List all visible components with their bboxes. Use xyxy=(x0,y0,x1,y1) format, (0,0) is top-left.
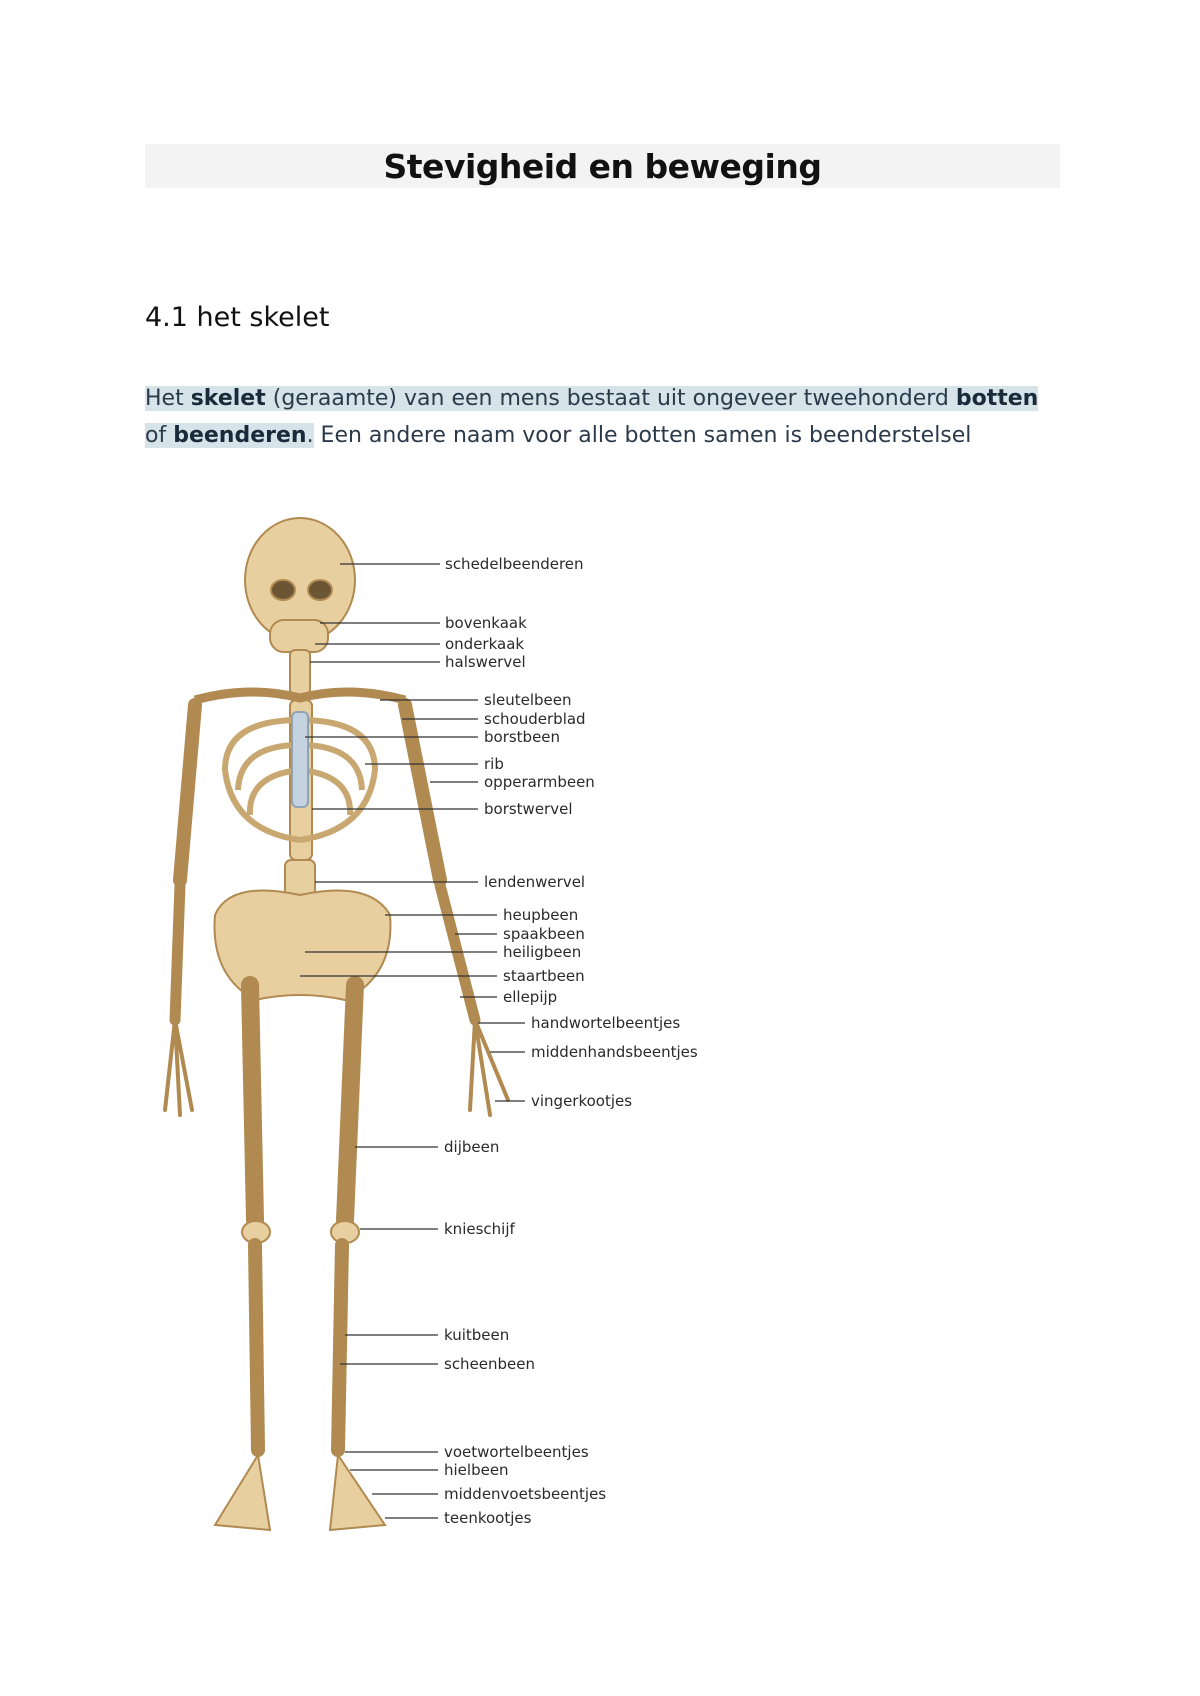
para-text-1: Het xyxy=(145,386,191,411)
label-staartbeen: staartbeen xyxy=(503,967,585,985)
patella-right xyxy=(331,1221,359,1243)
label-borstwervel: borstwervel xyxy=(484,800,573,818)
label-opperarmbeen: opperarmbeen xyxy=(484,773,595,791)
para-text-2: (geraamte) van een mens bestaat uit ongeveer tweehonderd xyxy=(265,386,956,411)
femur-right xyxy=(345,985,355,1220)
humerus-left xyxy=(180,705,195,880)
humerus-right xyxy=(405,705,440,880)
eye-socket-left xyxy=(271,580,295,600)
forearm-left xyxy=(175,885,180,1020)
label-middenvoetsbeentjes: middenvoetsbeentjes xyxy=(444,1485,607,1503)
term-beenderen: beenderen xyxy=(173,423,307,448)
label-heiligbeen: heiligbeen xyxy=(503,943,582,961)
label-handwortelbeentjes: handwortelbeentjes xyxy=(531,1014,681,1032)
skeleton-illustration xyxy=(165,518,508,1530)
section-heading: 4.1 het skelet xyxy=(145,302,330,333)
label-sleutelbeen: sleutelbeen xyxy=(484,691,572,709)
label-rib: rib xyxy=(484,755,504,773)
label-middenhandsbeentjes: middenhandsbeentjes xyxy=(531,1043,698,1061)
skull xyxy=(245,518,355,642)
label-lendenwervel: lendenwervel xyxy=(484,873,586,891)
eye-socket-right xyxy=(308,580,332,600)
label-hielbeen: hielbeen xyxy=(444,1461,509,1479)
foot-left xyxy=(215,1455,270,1530)
figure-labels xyxy=(444,555,698,1527)
label-teenkootjes: teenkootjes xyxy=(444,1509,532,1527)
label-onderkaak: onderkaak xyxy=(445,635,525,653)
clavicle xyxy=(195,692,405,700)
tibia-right xyxy=(338,1245,342,1450)
label-schedelbeenderen: schedelbeenderen xyxy=(445,555,584,573)
patella-left xyxy=(242,1221,270,1243)
para-text-3: of xyxy=(145,423,174,448)
label-heupbeen: heupbeen xyxy=(503,906,579,924)
foot-right xyxy=(330,1455,385,1530)
cervical-spine xyxy=(290,650,310,695)
sternum xyxy=(292,712,308,807)
para-text-5: Een andere naam voor alle botten samen is beenderstelsel xyxy=(313,423,972,448)
label-bovenkaak: bovenkaak xyxy=(445,614,527,632)
label-halswervel: halswervel xyxy=(445,653,526,671)
tibia-left xyxy=(255,1245,258,1450)
label-dijbeen: dijbeen xyxy=(444,1138,500,1156)
lumbar-spine xyxy=(285,860,315,945)
intro-paragraph xyxy=(145,380,1065,454)
term-skelet: skelet xyxy=(190,386,266,411)
label-schouderblad: schouderblad xyxy=(484,710,586,728)
page-title: Stevigheid en beweging xyxy=(383,146,822,186)
thoracic-spine xyxy=(290,700,312,860)
jaw xyxy=(270,620,328,652)
label-borstbeen: borstbeen xyxy=(484,728,561,746)
para-text-4: . xyxy=(306,423,314,448)
label-kuitbeen: kuitbeen xyxy=(444,1326,510,1344)
label-ellepijp: ellepijp xyxy=(503,988,558,1006)
hand-right xyxy=(470,1020,508,1115)
leader-lines xyxy=(300,564,525,1518)
label-spaakbeen: spaakbeen xyxy=(503,925,585,943)
hand-left xyxy=(165,1020,192,1115)
forearm-right xyxy=(440,885,475,1020)
title-bar xyxy=(145,144,1060,188)
femur-left xyxy=(250,985,255,1220)
label-vingerkootjes: vingerkootjes xyxy=(531,1092,633,1110)
rib-cage xyxy=(225,720,375,840)
label-scheenbeen: scheenbeen xyxy=(444,1355,536,1373)
term-botten: botten xyxy=(955,386,1039,411)
label-voetwortelbeentjes: voetwortelbeentjes xyxy=(444,1443,589,1461)
pelvis xyxy=(215,891,391,1001)
label-knieschijf: knieschijf xyxy=(444,1220,515,1238)
